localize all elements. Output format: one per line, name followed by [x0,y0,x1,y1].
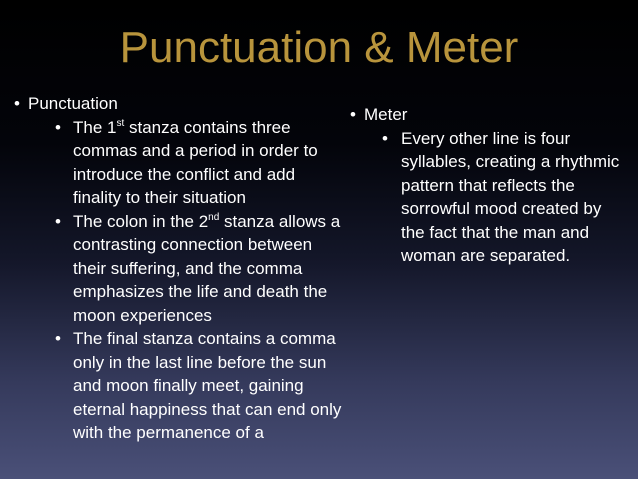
bullet-icon: • [350,105,356,124]
meter-heading-item [350,103,620,268]
subpoint-text: Every other line is four syllables, creating a rhythmic pattern that reflects the sorrowful mood created by the fact that the man and woman are separated. [401,128,620,265]
subpoint-text: The 1st stanza contains three commas and a period in order to introduce the conflict and add finality to their situation [73,117,318,207]
ordinal-suffix: st [116,117,125,129]
meter-column [350,103,620,268]
punctuation-list [14,92,344,445]
bullet-icon: • [382,128,388,148]
bullet-icon: • [14,94,20,113]
punctuation-heading: Punctuation [28,94,118,113]
meter-heading: Meter [364,105,408,124]
bullet-icon: • [55,329,61,348]
subpoint-final-stanza [28,327,344,445]
subpoint-second-stanza [28,210,344,328]
punctuation-subpoints [28,116,344,445]
slide-title: Punctuation & Meter [119,23,519,72]
meter-list [350,103,620,268]
bullet-icon: • [55,211,61,231]
subpoint-meter [364,127,620,268]
subpoint-text: The final stanza contains a comma only in the last line before the sun and moon finally meet, gaining eternal happiness that can end only with the permanence of a [73,329,342,442]
subpoint-text: The colon in the 2nd stanza allows a contrasting connection between their suffering, and the comma emphasizes the life and death the moon experiences [73,211,341,325]
subpoint-first-stanza [28,116,344,210]
meter-subpoints [364,127,620,268]
bullet-icon: • [55,117,61,137]
punctuation-column [14,92,344,445]
ordinal-suffix: nd [208,211,220,223]
punctuation-heading-item [14,92,344,445]
